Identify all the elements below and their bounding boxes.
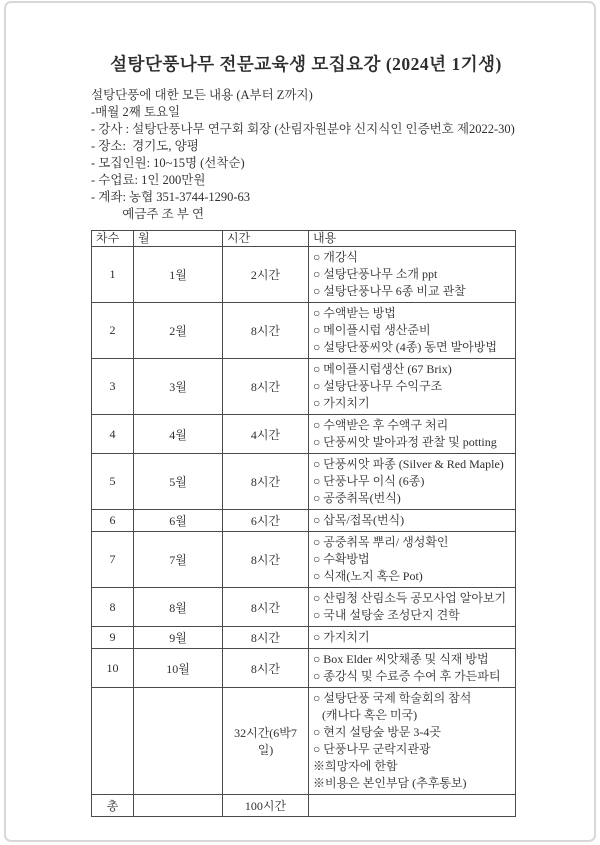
cell-content [309, 795, 516, 817]
cell-session-no: 2 [92, 303, 134, 359]
table-row [92, 454, 516, 510]
content-line: ○ 국내 설탕숲 조성단지 견학 [313, 608, 460, 622]
content-line: ○ 수확방법 [313, 552, 370, 566]
column-header: 차수 [92, 231, 134, 247]
content-line: ○ 단풍씨앗 발아과정 관찰 및 potting [313, 435, 497, 449]
cell-session-no: 3 [92, 359, 134, 415]
cell-hours: 100시간 [223, 795, 309, 817]
cell-session-no: 9 [92, 627, 134, 649]
intro-line: - 계좌: 농협 351-3744-1290-63 [91, 190, 251, 204]
cell-month: 2월 [134, 303, 223, 359]
cell-month: 1월 [134, 247, 223, 303]
content-line: ○ 산림청 산림소득 공모사업 알아보기 [313, 591, 507, 605]
content-line: ○ Box Elder 씨앗채종 및 식재 방법 [313, 652, 489, 666]
cell-content [309, 415, 516, 454]
content-line: ○ 설탕단풍씨앗 (4종) 동면 발아방법 [313, 340, 497, 354]
cell-session-no: 1 [92, 247, 134, 303]
document-page [4, 1, 596, 842]
cell-content [309, 359, 516, 415]
content-line: ○ 개강식 [313, 250, 359, 264]
content-line: ○ 현지 설탕숲 방문 3-4곳 [313, 725, 441, 739]
cell-month: 8월 [134, 588, 223, 627]
content-line: ○ 삽목/접목(번식) [313, 513, 405, 527]
cell-session-no: 5 [92, 454, 134, 510]
cell-session-no: 8 [92, 588, 134, 627]
content-line: ○ 종강식 및 수료증 수여 후 가든파티 [313, 669, 501, 683]
content-line: ○ 설탕단풍나무 수익구조 [313, 379, 443, 393]
cell-month [134, 688, 223, 795]
cell-month [134, 795, 223, 817]
cell-hours: 8시간 [223, 454, 309, 510]
cell-content [309, 649, 516, 688]
intro-line: -매월 2째 토요일 [91, 105, 181, 119]
content-line: ※비용은 본인부담 (추후통보) [313, 776, 467, 790]
content-line: ○ 설탕단풍나무 6종 비교 관찰 [313, 284, 466, 298]
cell-content [309, 454, 516, 510]
table-row [92, 649, 516, 688]
cell-session-no: 7 [92, 532, 134, 588]
content-line: ○ 메이플시럽 생산준비 [313, 323, 431, 337]
content-line: ○ 가지치기 [313, 396, 370, 410]
cell-hours: 8시간 [223, 359, 309, 415]
content-line: ○ 단풍나무 이식 (6종) [313, 474, 425, 488]
table-row [92, 359, 516, 415]
cell-content [309, 510, 516, 532]
content-line: (캐나다 혹은 미국) [313, 708, 418, 722]
column-header: 월 [134, 231, 223, 247]
table-row [92, 688, 516, 795]
cell-month: 6월 [134, 510, 223, 532]
intro-line: - 수업료: 1인 200만원 [91, 173, 206, 187]
table-row [92, 627, 516, 649]
cell-content [309, 303, 516, 359]
table-row [92, 303, 516, 359]
cell-month: 3월 [134, 359, 223, 415]
content-line: ○ 단풍나무 군락지관광 [313, 742, 431, 756]
cell-month: 10월 [134, 649, 223, 688]
cell-session-no [92, 688, 134, 795]
intro-line: 설탕단풍에 대한 모든 내용 (A부터 Z까지) [91, 88, 313, 102]
cell-content [309, 688, 516, 795]
cell-content [309, 532, 516, 588]
cell-hours: 2시간 [223, 247, 309, 303]
intro-line: 예금주 조 부 연 [91, 207, 205, 221]
cell-hours: 8시간 [223, 649, 309, 688]
table-row [92, 795, 516, 817]
cell-content [309, 247, 516, 303]
cell-hours: 4시간 [223, 415, 309, 454]
intro-section [91, 87, 594, 223]
cell-session-no: 총 [92, 795, 134, 817]
content-line: ○ 수액받은 후 수액구 처리 [313, 418, 449, 432]
content-line: ○ 메이플시럽생산 (67 Brix) [313, 362, 452, 376]
curriculum-table [91, 230, 516, 817]
cell-hours: 8시간 [223, 588, 309, 627]
content-line: ○ 공중취목(번식) [313, 491, 401, 505]
page-title: 설탕단풍나무 전문교육생 모집요강 (2024년 1기생) [110, 54, 502, 74]
intro-line: - 장소: 경기도, 양평 [91, 139, 199, 153]
cell-month: 4월 [134, 415, 223, 454]
cell-session-no: 6 [92, 510, 134, 532]
cell-session-no: 10 [92, 649, 134, 688]
cell-session-no: 4 [92, 415, 134, 454]
cell-month: 9월 [134, 627, 223, 649]
table-row [92, 415, 516, 454]
table-row [92, 532, 516, 588]
intro-line: - 강사 : 설탕단풍나무 연구회 회장 (산림자원분야 신지식인 인증번호 제2022-30) [91, 122, 515, 136]
table-row [92, 510, 516, 532]
cell-hours: 32시간(6박7일) [223, 688, 309, 795]
cell-content [309, 588, 516, 627]
table-row [92, 588, 516, 627]
content-line: ○ 가지치기 [313, 630, 370, 644]
table-row [92, 247, 516, 303]
content-line: ○ 공중취목 뿌리/ 생성확인 [313, 535, 449, 549]
cell-content [309, 627, 516, 649]
content-line: ○ 단풍씨앗 파종 (Silver & Red Maple) [313, 457, 504, 471]
cell-hours: 8시간 [223, 303, 309, 359]
column-header: 내용 [309, 231, 516, 247]
table-header-row [92, 231, 516, 247]
content-line: ○ 설탕단풍 국제 학술회의 참석 [313, 691, 472, 705]
content-line: ○ 식재(노지 혹은 Pot) [313, 569, 423, 583]
cell-hours: 8시간 [223, 627, 309, 649]
content-line: ○ 설탕단풍나무 소개 ppt [313, 267, 438, 281]
intro-line: - 모집인원: 10~15명 (선착순) [91, 156, 245, 170]
cell-month: 7월 [134, 532, 223, 588]
content-line: ※희망자에 한함 [313, 759, 398, 773]
column-header: 시간 [223, 231, 309, 247]
cell-month: 5월 [134, 454, 223, 510]
cell-hours: 8시간 [223, 532, 309, 588]
cell-hours: 6시간 [223, 510, 309, 532]
table-body [92, 247, 516, 817]
content-line: ○ 수액받는 방법 [313, 306, 396, 320]
